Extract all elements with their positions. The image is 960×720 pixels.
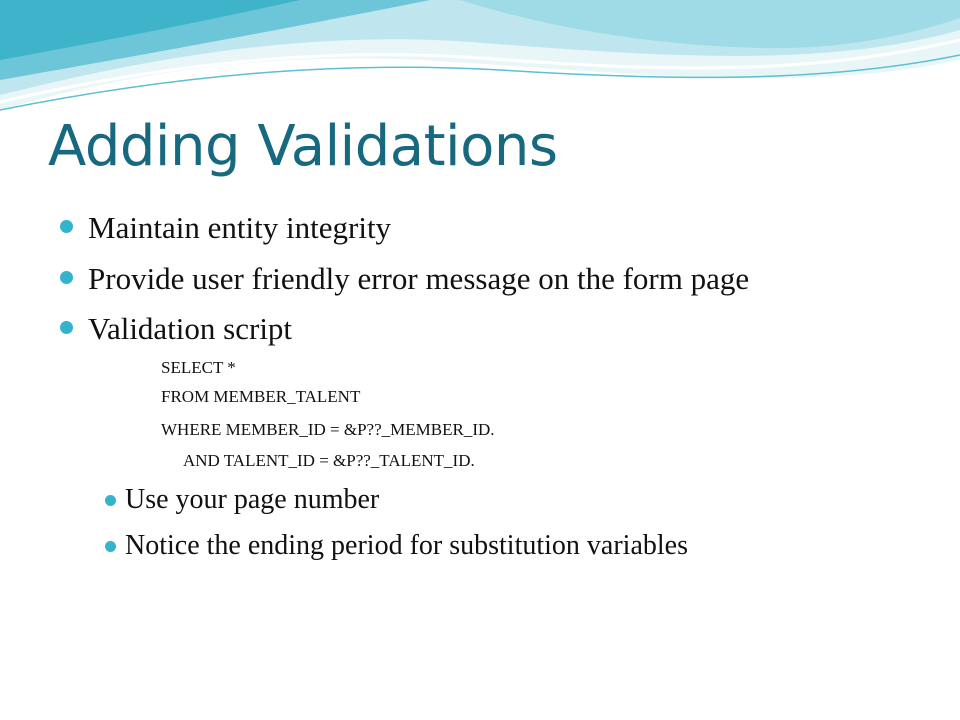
bullet-text: Maintain entity integrity	[88, 210, 392, 245]
bullet-text: Validation script	[88, 311, 293, 346]
header-wave-decoration	[0, 0, 960, 120]
sub-bullet-item	[125, 484, 379, 516]
bullet-dot-icon	[105, 495, 116, 506]
bullet-dot-icon	[60, 321, 73, 334]
sub-bullet-text: Use your page number	[125, 484, 380, 515]
bullet-item	[88, 261, 749, 297]
code-line: WHERE MEMBER_ID = &P??_MEMBER_ID.	[161, 420, 495, 439]
bullet-dot-icon	[105, 541, 116, 552]
slide-title: Adding Validations	[48, 114, 558, 179]
code-line: AND TALENT_ID = &P??_TALENT_ID.	[183, 451, 475, 470]
code-line: SELECT *	[161, 358, 236, 377]
bullet-dot-icon	[60, 271, 73, 284]
bullet-item	[88, 210, 391, 246]
bullet-dot-icon	[60, 220, 73, 233]
code-line: FROM MEMBER_TALENT	[161, 387, 361, 406]
sub-bullet-text: Notice the ending period for substitution variables	[125, 530, 688, 561]
bullet-item	[88, 311, 292, 347]
sub-bullet-item	[125, 530, 688, 562]
bullet-text: Provide user friendly error message on the form page	[88, 261, 750, 296]
